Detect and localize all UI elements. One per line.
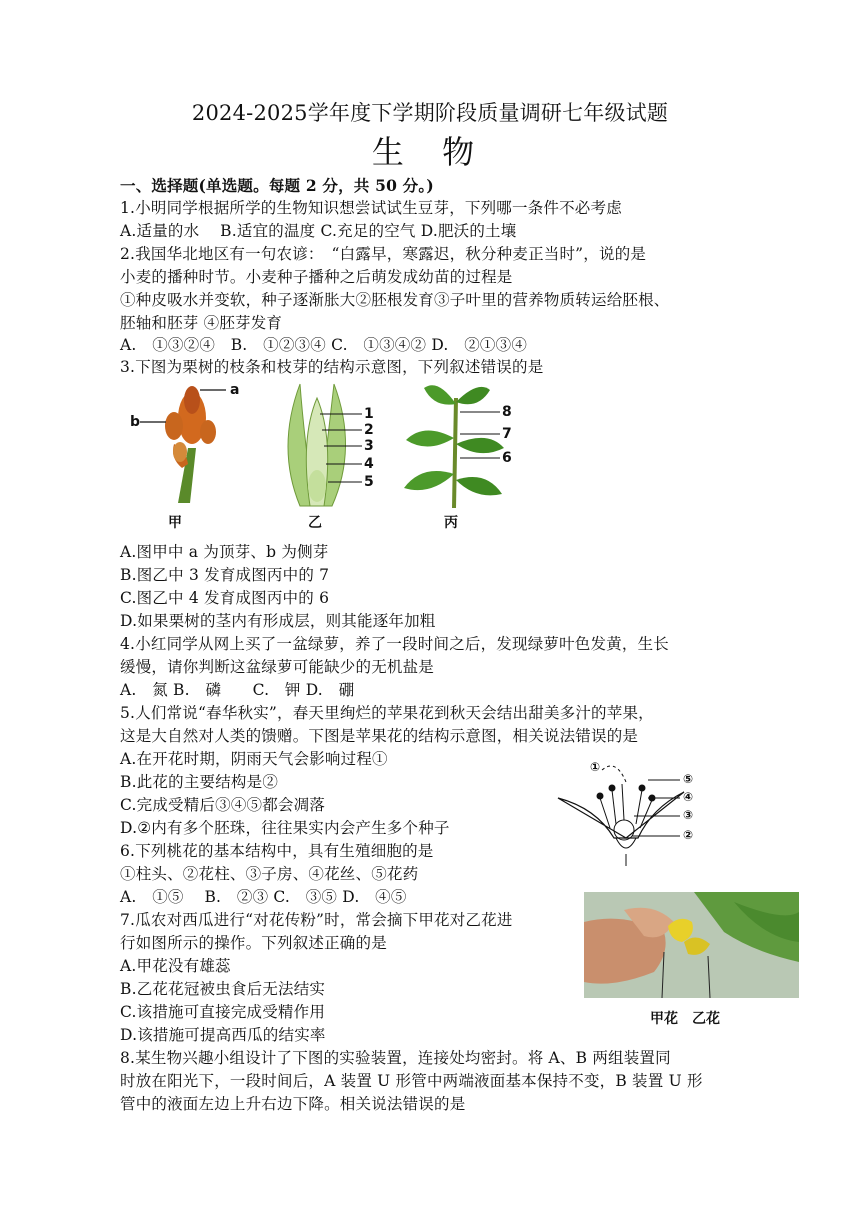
bud-label-3: 3 [364, 438, 374, 454]
pollination-photo [584, 892, 799, 1027]
q2-stem-line1: 2.我国华北地区有一句农谚： “白露早，寒露迟，秋分种麦正当时”，说的是 [120, 245, 647, 263]
q2-steps-line2: 胚轴和胚芽 ④胚芽发育 [120, 314, 283, 332]
branch-label-6: 6 [502, 450, 512, 466]
flower-label-5: ⑤ [683, 772, 694, 786]
bud-label-2: 2 [364, 422, 374, 438]
q6-options: A. ①⑤ B. ②③ C. ③⑤ D. ④⑤ [120, 888, 407, 906]
q7-option-c: C.该措施可直接完成受精作用 [120, 1003, 326, 1021]
twig-figure-jia [130, 378, 250, 531]
q5-option-c: C.完成受精后③④⑤都会凋落 [120, 796, 326, 814]
page-title: 2024-2025学年度下学期阶段质量调研七年级试题 [191, 101, 669, 125]
q1-stem: 1.小明同学根据所学的生物知识想尝试试生豆芽，下列哪一条件不必考虑 [120, 199, 622, 217]
twig-label-a: a [230, 382, 240, 398]
branch-label-7: 7 [502, 426, 512, 442]
branch-figure-bing [398, 378, 518, 531]
subject-title: 生 物 [371, 133, 489, 171]
flower-label-2: ② [683, 828, 694, 842]
q8-stem-line2: 时放在阳光下，一段时间后，A 装置 U 形管中两端液面基本保持不变，B 装置 U 形 [120, 1072, 703, 1090]
q5-stem-line2: 这是大自然对人类的馈赠。下图是苹果花的结构示意图，相关说法错误的是 [120, 727, 639, 745]
q3-option-a: A.图甲中 a 为顶芽、b 为侧芽 [120, 543, 329, 561]
q3-option-b: B.图乙中 3 发育成图丙中的 7 [120, 566, 330, 584]
q6-structures: ①柱头、②花柱、③子房、④花丝、⑤花药 [120, 865, 419, 883]
bud-label-4: 4 [364, 456, 374, 472]
q5-option-d: D.②内有多个胚珠，往往果实内会产生多个种子 [120, 819, 450, 837]
flower-label-1: ① [590, 760, 601, 774]
q5-option-a: A.在开花时期，阴雨天气会影响过程① [120, 750, 388, 768]
q3-option-c: C.图乙中 4 发育成图丙中的 6 [120, 589, 330, 607]
flower-label-3: ③ [683, 808, 694, 822]
q5-stem-line1: 5.人们常说“春华秋实”，春天里绚烂的苹果花到秋天会结出甜美多汁的苹果， [120, 704, 654, 722]
q5-option-b: B.此花的主要结构是② [120, 773, 279, 791]
q4-options: A. 氮 B. 磷 C. 钾 D. 硼 [120, 681, 355, 699]
section-heading: 一、选择题(单选题。每题 2 分，共 50 分。) [120, 176, 434, 195]
q8-stem-line1: 8.某生物兴趣小组设计了下图的实验装置，连接处均密封。将 A、B 两组装置同 [120, 1049, 671, 1067]
q3-stem: 3.下图为栗树的枝条和枝芽的结构示意图，下列叙述错误的是 [120, 358, 544, 376]
q7-stem-line1: 7.瓜农对西瓜进行“对花传粉”时，常会摘下甲花对乙花进 [120, 911, 513, 929]
bud-label-5: 5 [364, 474, 374, 490]
bud-label-1: 1 [364, 406, 374, 422]
q2-options: A. ①③②④ B. ①②③④ C. ①③④② D. ②①③④ [120, 336, 528, 354]
branch-caption-bing: 丙 [444, 515, 458, 531]
q6-stem: 6.下列桃花的基本结构中，具有生殖细胞的是 [120, 842, 434, 860]
flower-label-4: ④ [683, 790, 694, 804]
photo-caption-yi-flower: 乙花 [692, 1011, 720, 1027]
q1-options: A.适量的水 B.适宜的温度 C.充足的空气 D.肥沃的土壤 [120, 222, 517, 240]
q7-stem-line2: 行如图所示的操作。下列叙述正确的是 [120, 934, 387, 952]
bud-caption-yi: 乙 [308, 515, 322, 531]
photo-caption-jia-flower: 甲花 [650, 1011, 678, 1027]
q7-option-a: A.甲花没有雄蕊 [120, 957, 231, 975]
bud-figure-yi [270, 378, 380, 531]
q3-option-d: D.如果栗树的茎内有形成层，则其能逐年加粗 [120, 612, 436, 630]
q2-stem-line2: 小麦的播种时节。小麦种子播种之后萌发成幼苗的过程是 [120, 268, 513, 286]
q2-steps-line1: ①种皮吸水并变软，种子逐渐胀大②胚根发育③子叶里的营养物质转运给胚根、 [120, 291, 670, 309]
q7-option-d: D.该措施可提高西瓜的结实率 [120, 1026, 326, 1044]
branch-label-8: 8 [502, 404, 512, 420]
apple-flower-diagram [556, 758, 706, 868]
q4-stem-line1: 4.小红同学从网上买了一盆绿萝，养了一段时间之后，发现绿萝叶色发黄，生长 [120, 635, 669, 653]
twig-label-b: b [130, 414, 141, 430]
twig-caption-jia: 甲 [168, 515, 182, 531]
q7-option-b: B.乙花花冠被虫食后无法结实 [120, 980, 326, 998]
q8-stem-line3: 管中的液面左边上升右边下降。相关说法错误的是 [120, 1095, 466, 1113]
q4-stem-line2: 缓慢，请你判断这盆绿萝可能缺少的无机盐是 [120, 658, 435, 676]
